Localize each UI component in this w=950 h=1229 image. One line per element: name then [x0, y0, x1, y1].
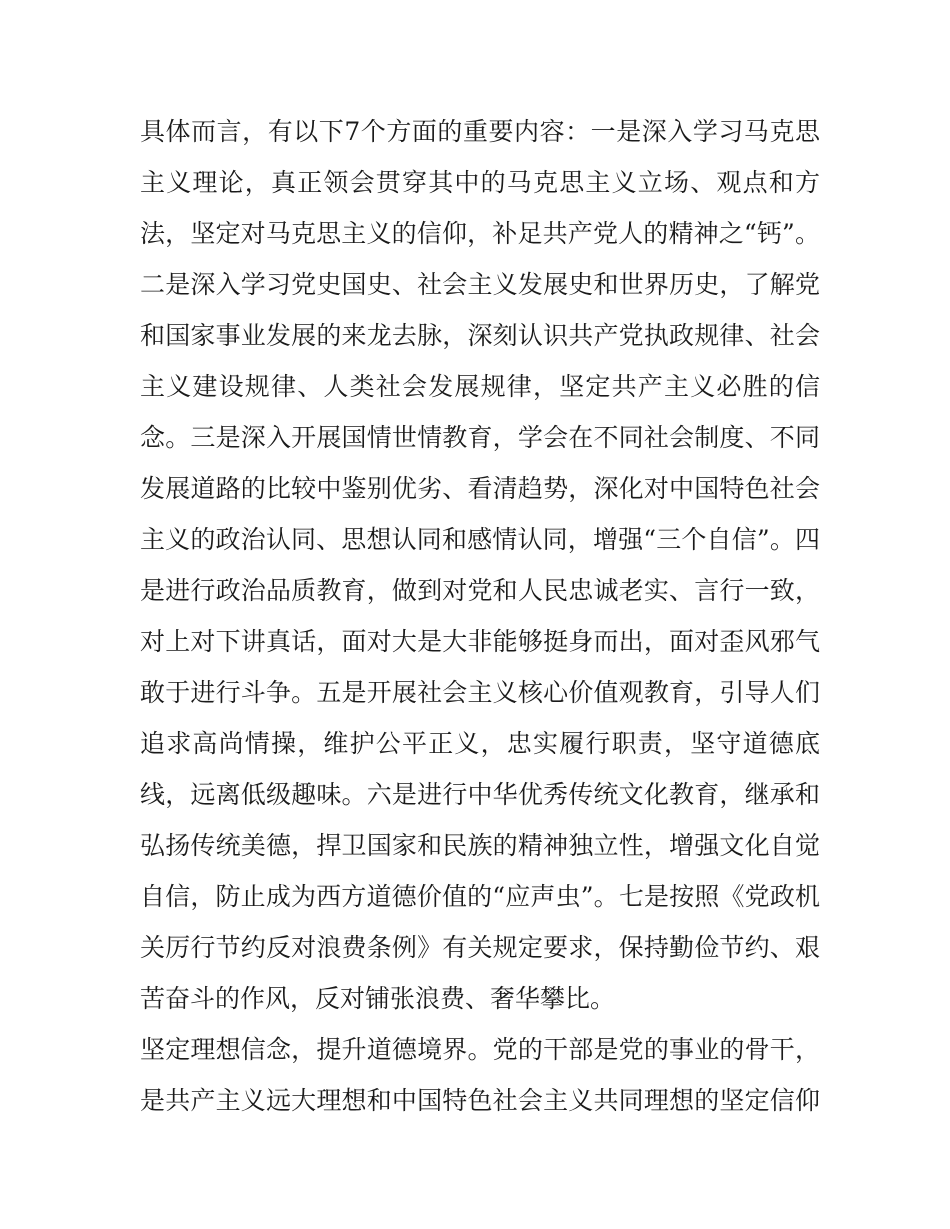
paragraph-line: 弘扬传统美德，捍卫国家和民族的精神独立性，增强文化自觉	[140, 831, 820, 860]
document-body	[140, 106, 820, 1126]
paragraph-line: 主义理论，真正领会贯穿其中的马克思主义立场、观点和方	[140, 168, 820, 197]
paragraph-line: 是共产主义远大理想和中国特色社会主义共同理想的坚定信仰	[140, 1086, 820, 1115]
paragraph-line: 二是深入学习党史国史、社会主义发展史和世界历史，了解党	[140, 270, 820, 299]
paragraph-line: 对上对下讲真话，面对大是大非能够挺身而出，面对歪风邪气	[140, 627, 820, 656]
paragraph-line: 法，坚定对马克思主义的信仰，补足共产党人的精神之“钙”。	[140, 219, 820, 248]
paragraph-line: 念。三是深入开展国情世情教育，学会在不同社会制度、不同	[140, 423, 820, 452]
paragraph-line: 发展道路的比较中鉴别优劣、看清趋势，深化对中国特色社会	[140, 474, 820, 503]
paragraph-line-last: 苦奋斗的作风，反对铺张浪费、奢华攀比。	[140, 984, 616, 1013]
paragraph-1	[140, 106, 820, 1024]
paragraph-line: 主义的政治认同、思想认同和感情认同，增强“三个自信”。四	[140, 525, 820, 554]
paragraph-line: 坚定理想信念，提升道德境界。党的干部是党的事业的骨干，	[140, 1035, 820, 1064]
paragraph-2	[140, 1024, 820, 1126]
paragraph-line: 追求高尚情操，维护公平正义，忠实履行职责，坚守道德底	[140, 729, 820, 758]
paragraph-line: 具体而言，有以下7个方面的重要内容：一是深入学习马克思	[140, 117, 820, 146]
paragraph-line: 线，远离低级趣味。六是进行中华优秀传统文化教育，继承和	[140, 780, 820, 809]
paragraph-line: 主义建设规律、人类社会发展规律，坚定共产主义必胜的信	[140, 372, 820, 401]
paragraph-line: 关厉行节约反对浪费条例》有关规定要求，保持勤俭节约、艰	[140, 933, 820, 962]
paragraph-line: 和国家事业发展的来龙去脉，深刻认识共产党执政规律、社会	[140, 321, 820, 350]
paragraph-line: 自信，防止成为西方道德价值的“应声虫”。七是按照《党政机	[140, 882, 820, 911]
paragraph-line: 敢于进行斗争。五是开展社会主义核心价值观教育，引导人们	[140, 678, 820, 707]
paragraph-line: 是进行政治品质教育，做到对党和人民忠诚老实、言行一致，	[140, 576, 820, 605]
